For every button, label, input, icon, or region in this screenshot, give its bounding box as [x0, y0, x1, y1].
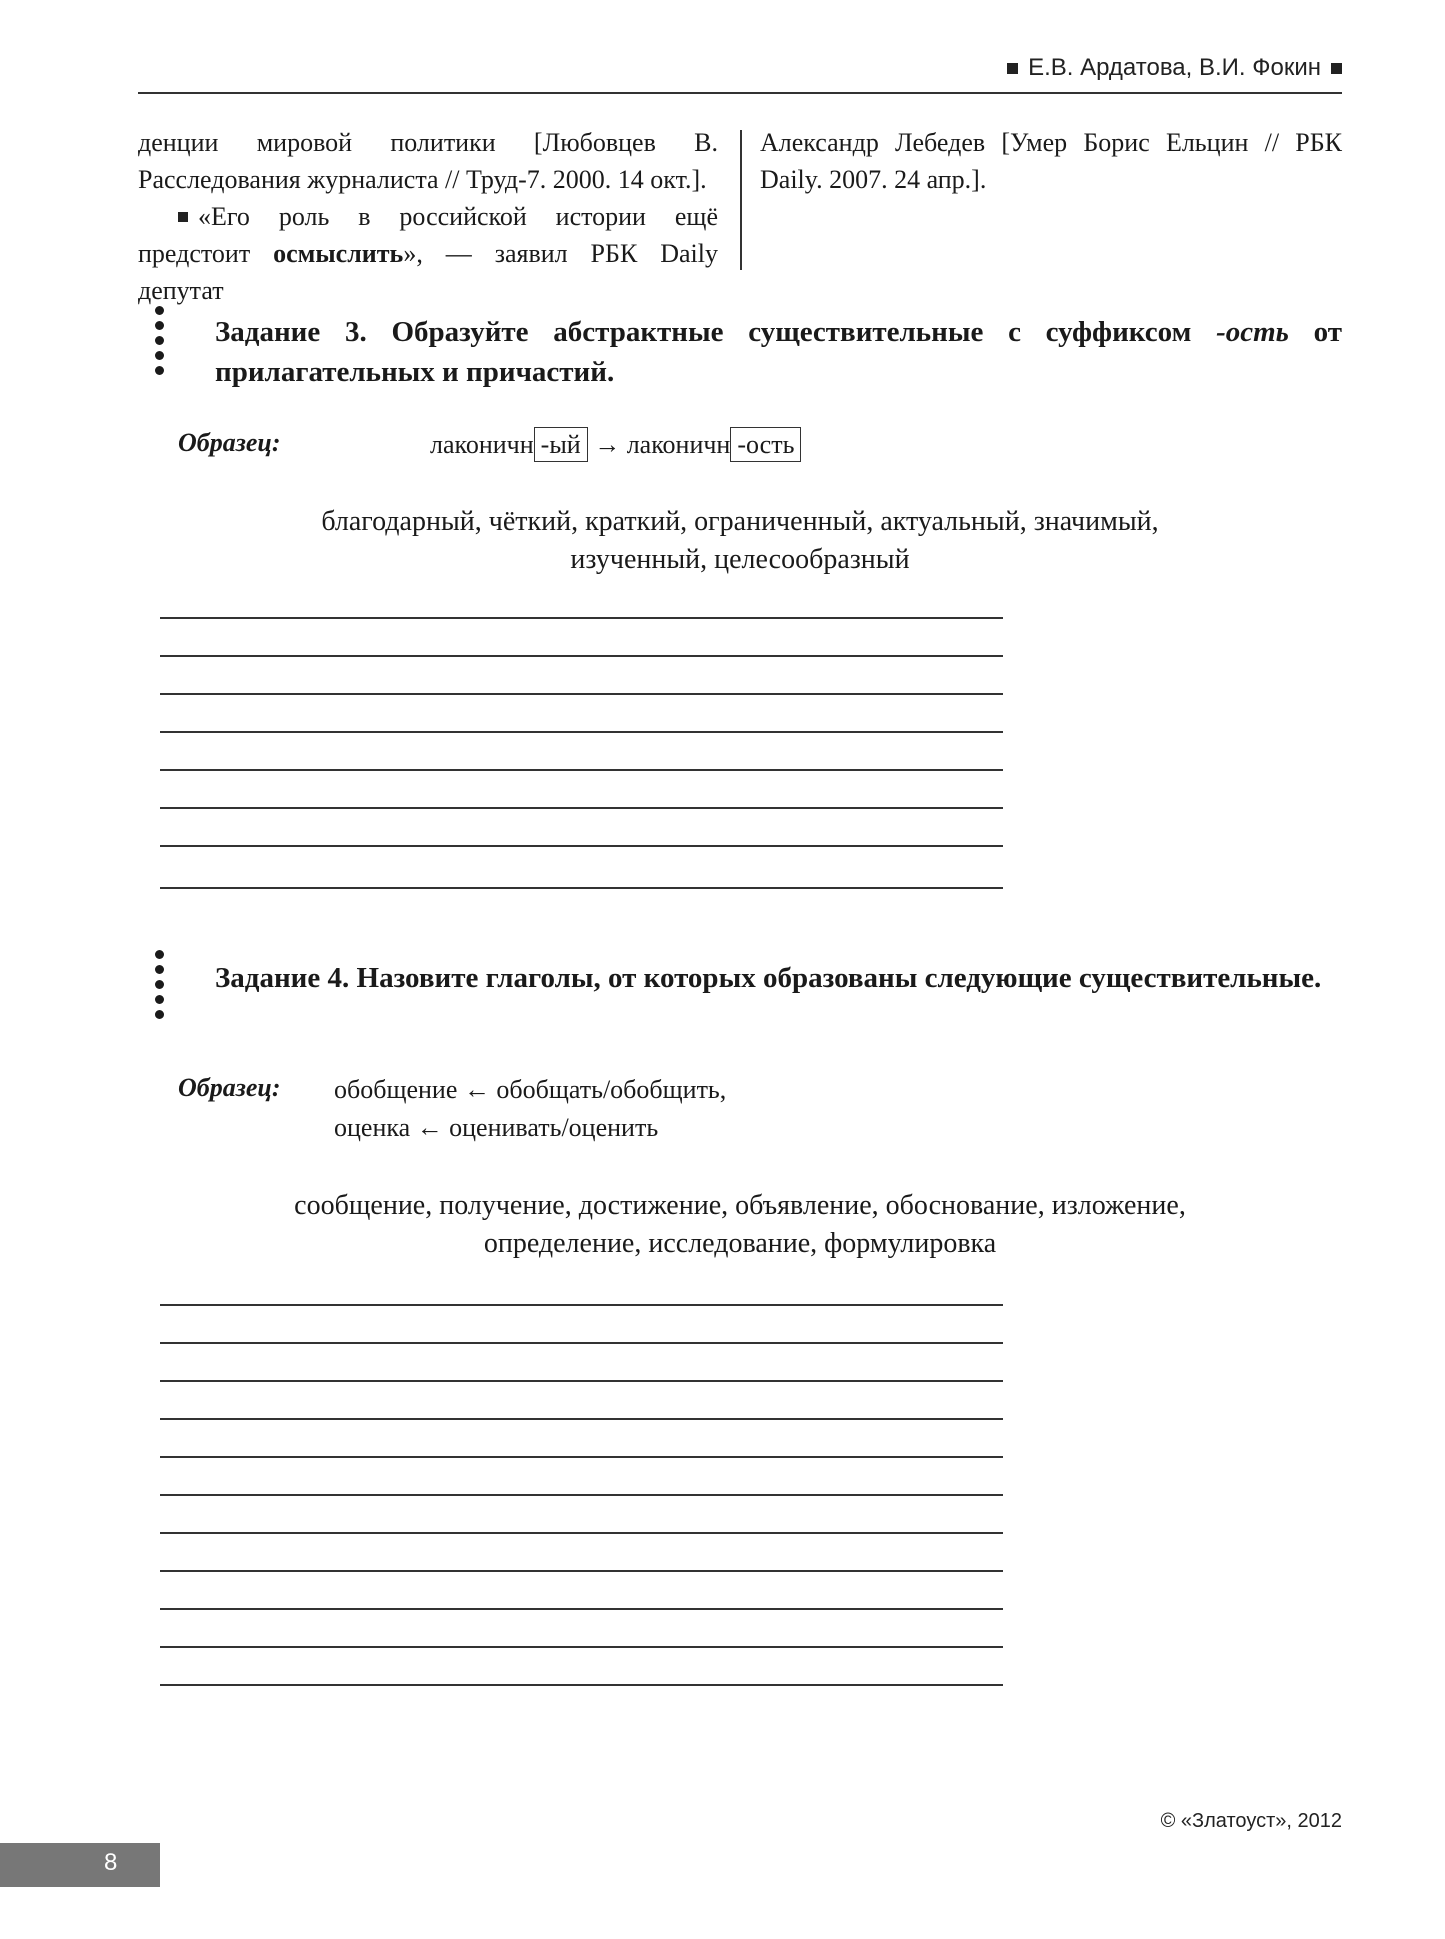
answer-line[interactable]	[160, 1608, 1003, 1610]
answer-line[interactable]	[160, 1380, 1003, 1382]
answer-line[interactable]	[160, 1684, 1003, 1686]
task-3-sample	[430, 426, 801, 464]
task-3-words	[138, 503, 1342, 579]
bold-word: осмыслить	[273, 239, 404, 268]
answer-line[interactable]	[160, 1456, 1003, 1458]
running-header	[1007, 54, 1342, 82]
square-bullet-icon	[1007, 63, 1018, 74]
left-paragraph-2	[138, 198, 718, 309]
task-3-dots-icon	[155, 306, 167, 381]
page-number: 8	[104, 1849, 118, 1876]
answer-line[interactable]	[160, 1304, 1003, 1306]
answer-line[interactable]	[160, 807, 1003, 809]
answer-line[interactable]	[160, 617, 1003, 619]
task-3-title-tail: от прилагательных и причастий.	[215, 316, 1342, 388]
answer-line[interactable]	[160, 1494, 1003, 1496]
answer-line[interactable]	[160, 887, 1003, 889]
answer-line[interactable]	[160, 1646, 1003, 1648]
answer-line[interactable]	[160, 1342, 1003, 1344]
left-column	[138, 124, 718, 309]
task-3-words-line-2: изученный, целесообразный	[570, 544, 910, 575]
task-3-title	[215, 312, 1342, 392]
answer-line[interactable]	[160, 655, 1003, 657]
task-4-words-line-1: сообщение, получение, достижение, объявление, обоснование, изложение,	[294, 1190, 1186, 1221]
header-authors: Е.В. Ардатова, В.И. Фокин	[1028, 54, 1321, 81]
header-rule	[138, 92, 1342, 94]
task-4-words	[138, 1187, 1342, 1263]
answer-line[interactable]	[160, 845, 1003, 847]
answer-line[interactable]	[160, 1570, 1003, 1572]
answer-line[interactable]	[160, 1418, 1003, 1420]
answer-line[interactable]	[160, 693, 1003, 695]
left-paragraph-2-text: «Его роль в российской истории ещё предстоит	[138, 202, 718, 268]
task-4-dots-icon	[155, 950, 167, 1025]
sample-stem-2: лаконичн	[626, 430, 731, 459]
arrow-right-icon: →	[594, 430, 621, 459]
left-paragraph-1: денции мировой политики [Любовцев В. Расследования журналиста // Труд-7. 2000. 14 окт.].	[138, 128, 718, 194]
answer-line[interactable]	[160, 769, 1003, 771]
task-4-sample-line-2: оценка ← оценивать/оценить	[334, 1113, 659, 1142]
square-bullet-icon	[1331, 63, 1342, 74]
task-4-sample-label: Образец:	[178, 1073, 281, 1102]
task-3-sample-label: Образец:	[178, 428, 281, 457]
answer-line[interactable]	[160, 731, 1003, 733]
task-4-title: Задание 4. Назовите глаголы, от которых образованы следующие существительные.	[215, 962, 1322, 994]
sample-suffix-box-1: -ый	[534, 427, 588, 462]
task-3-title-text: Задание 3. Образуйте абстрактные существительные с суффиксом	[215, 316, 1217, 348]
right-paragraph: Александр Лебедев [Умер Борис Ельцин // РБК Daily. 2007. 24 апр.].	[760, 128, 1342, 194]
square-bullet-icon	[178, 212, 188, 222]
task-4-words-line-2: определение, исследование, формулировка	[483, 1228, 997, 1259]
sample-suffix-box-2: -ость	[730, 427, 801, 462]
sample-stem-1: лаконичн	[430, 430, 534, 459]
task-3-suffix: -ость	[1216, 316, 1289, 348]
answer-line[interactable]	[160, 1532, 1003, 1534]
column-divider	[740, 130, 742, 270]
task-4-sample	[334, 1071, 726, 1147]
task-4-sample-line-1: обобщение ← обобщать/обобщить,	[334, 1075, 727, 1104]
left-paragraph-2-tail: », — заявил РБК Daily депутат	[138, 239, 718, 305]
copyright: © «Златоуст», 2012	[1160, 1810, 1342, 1832]
page-number-tab	[0, 1843, 160, 1887]
task-3-words-line-1: благодарный, чёткий, краткий, ограниченный, актуальный, значимый,	[321, 506, 1159, 537]
right-column	[760, 124, 1342, 198]
